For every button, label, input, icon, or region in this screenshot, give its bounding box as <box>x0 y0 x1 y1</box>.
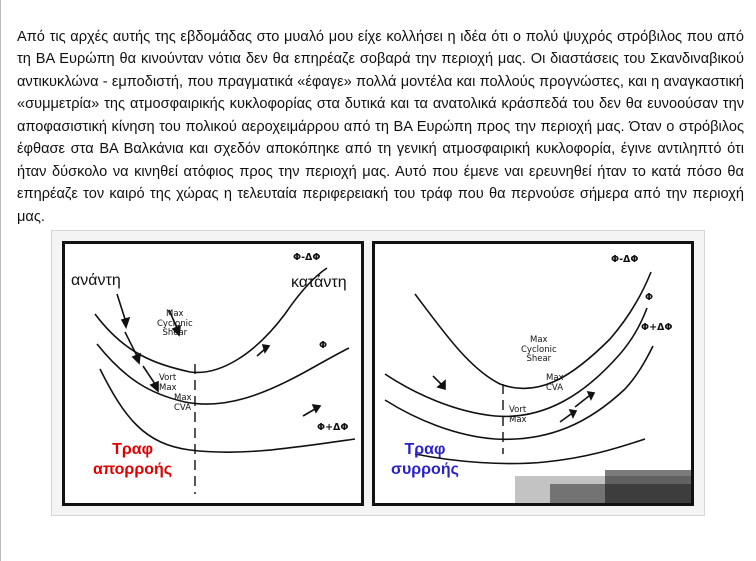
diffluent-trough-panel <box>62 241 364 506</box>
arrow-head <box>151 382 158 391</box>
arrow-head <box>313 405 320 412</box>
max-cyclonic-shear-label: Max Cyclonic Shear <box>521 335 557 364</box>
max-cva-label: Max CVA <box>546 373 564 393</box>
downstream-label: κατάντη <box>291 274 347 291</box>
diffluent-trough-caption: Τραφ απορροής <box>93 441 173 478</box>
noise-texture <box>515 470 694 506</box>
flow-arrow <box>125 332 137 356</box>
contour-line-plus <box>385 346 653 439</box>
flow-arrow <box>303 409 315 416</box>
flow-arrow <box>117 294 125 319</box>
contour-label-plus: Φ+ΔΦ <box>641 322 673 333</box>
arrow-head <box>133 354 140 363</box>
flow-arrow <box>575 396 589 407</box>
flow-arrow <box>143 366 155 384</box>
arrow-head <box>588 392 594 399</box>
confluent-trough-panel <box>372 241 694 506</box>
trough-diagram-figure <box>51 230 705 516</box>
contour-label-minus: Φ-ΔΦ <box>611 254 639 265</box>
contour-line-minus <box>415 272 654 388</box>
contour-label-plus: Φ+ΔΦ <box>317 422 349 433</box>
contour-label-mid: Φ <box>645 292 654 303</box>
max-cva-label: Max CVA <box>174 393 192 413</box>
arrow-head <box>570 410 576 417</box>
contour-label-minus: Φ-ΔΦ <box>293 252 321 263</box>
arrow-head <box>122 318 129 327</box>
upstream-label: ανάντη <box>71 272 121 289</box>
article-paragraph: Από τις αρχές αυτής της εβδομάδας στο μυαλό μου είχε κολλήσει η ιδέα ότι ο πολύ ψυχρός στρόβιλος που από τη ΒΑ Ευρώπη θα κινούνταν νότια δεν θα επηρέαζε σοβαρά την περιοχή μας. Οι διαστάσεις του Σκανδιναβικού αντικυκλώνα - εμποδιστή, που πραγματικά «έφαγε» πολλά μοντέλα και πολλούς προγνώστες, και η αναγκαστική «συμμετρία» της ατμοσφαιρικής κυκλοφορίας στα δυτικά και τα ανατολικά κράσπεδά του δεν θα ευνοούσαν την αποφασιστική κίνηση του πολικού αεροχειμάρρου από τη ΒΑ Ευρώπη προς την περιοχή μας. Όταν ο στρόβιλος έφθασε στα ΒΑ Βαλκάνια και σχεδόν αποκόπηκε από τη γενική ατμοσφαιρική κυκλοφορία, έγινε αντιληπτό ότι ήταν δύσκολο να κινηθεί ατόφιος προς την περιοχή μας. Αυτό που έμενε ναι ερευνηθεί ήταν το κατά πόσο θα επηρέαζε τον καιρό της χώρας η τελευταία περιφερειακή του τράφ που θα περνούσε σήμερα από την περιοχή μας. <box>17 28 744 225</box>
contour-line-mid <box>385 308 647 416</box>
page-left-border <box>0 0 1 561</box>
confluent-trough-caption: Τραφ συρροής <box>391 441 459 478</box>
contour-label-mid: Φ <box>319 340 328 351</box>
arrow-head <box>263 345 269 352</box>
flow-arrow <box>560 414 571 422</box>
max-cyclonic-shear-label: Max Cyclonic Shear <box>157 309 193 338</box>
vort-max-label: Vort Max <box>159 373 177 393</box>
flow-arrow <box>433 376 441 384</box>
vort-max-label: Vort Max <box>509 405 527 425</box>
